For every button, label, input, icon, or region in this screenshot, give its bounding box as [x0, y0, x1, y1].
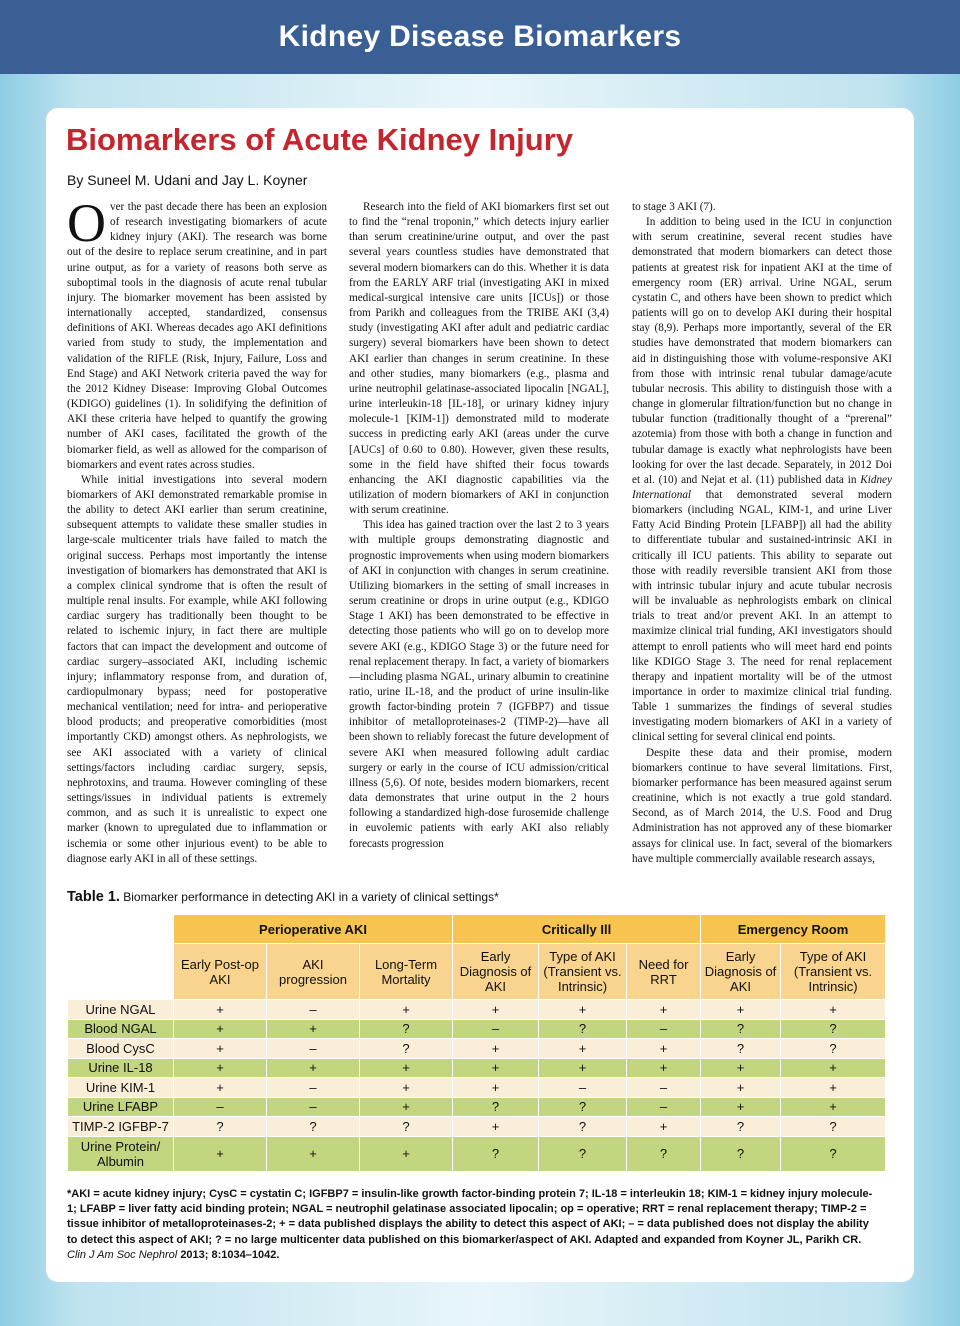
table-cell: + [267, 1019, 360, 1039]
table-cell: + [701, 1000, 781, 1020]
table-row [68, 1136, 886, 1171]
table-cell: ? [453, 1136, 539, 1171]
table-cell: – [627, 1078, 701, 1098]
table-cell: ? [781, 1039, 886, 1059]
table-cell: + [627, 1000, 701, 1020]
table-cell: + [453, 1058, 539, 1078]
table-cell: + [174, 1058, 267, 1078]
table-cell: + [453, 1000, 539, 1020]
table-cell: + [701, 1078, 781, 1098]
column-header: Type of AKI (Transient vs. Intrinsic) [539, 944, 627, 1000]
table-cell: + [539, 1058, 627, 1078]
table-cell: + [174, 1136, 267, 1171]
table-cell: + [539, 1000, 627, 1020]
table-cell: + [781, 1058, 886, 1078]
byline: By Suneel M. Udani and Jay L. Koyner [67, 172, 308, 188]
table-cell: – [267, 1097, 360, 1117]
table-cell: + [627, 1058, 701, 1078]
article-title: Biomarkers of Acute Kidney Injury [66, 122, 574, 157]
table-cell: ? [174, 1117, 267, 1137]
table-cell: ? [539, 1136, 627, 1171]
table-cell: + [267, 1058, 360, 1078]
table-cell: + [360, 1000, 453, 1020]
table-cell: + [701, 1097, 781, 1117]
table-row [68, 1000, 886, 1020]
row-label: Blood CysC [68, 1039, 174, 1059]
table-cell: + [174, 1000, 267, 1020]
row-label: Urine Protein/ Albumin [68, 1136, 174, 1171]
table-cell: ? [781, 1136, 886, 1171]
table-cell: ? [539, 1117, 627, 1137]
table-cell: ? [701, 1019, 781, 1039]
table-row [68, 1039, 886, 1059]
table-cell: ? [627, 1136, 701, 1171]
table-cell: – [453, 1019, 539, 1039]
table-cell: + [627, 1117, 701, 1137]
column-header: Early Post-op AKI [174, 944, 267, 1000]
table-cell: ? [781, 1019, 886, 1039]
column-header: AKI progression [267, 944, 360, 1000]
table-cell: + [781, 1078, 886, 1098]
column-header: Type of AKI (Transient vs. Intrinsic) [781, 944, 886, 1000]
table-cell: – [539, 1078, 627, 1098]
table-cell: + [174, 1039, 267, 1059]
table-cell: + [453, 1117, 539, 1137]
table-cell: + [360, 1058, 453, 1078]
row-label: Urine LFABP [68, 1097, 174, 1117]
table-footnote: *AKI = acute kidney injury; CysC = cystatin C; IGFBP7 = insulin-like growth factor-binding protein 7; IL-18 = interleukin 18; KIM-1 = kidney injury molecule-1; LFABP = liver fatty acid binding protein; NGAL = neutrophil gelatinase associated lipocalin; op = operative; RRT = renal replacement therapy; TIMP-2 = tissue inhibitor of metalloproteinases-2; + = data published displays the ability to detect this aspect of AKI; – = data published does not display the ability to detect this aspect of AKI; ? = no large multicenter data published on this biomarker/aspect of AKI. Adapted and expanded from Koyner JL, Parikh CR. Clin J Am Soc Nephrol 2013; 8:1034–1042. [67, 1188, 873, 1261]
paragraph: While initial investigations into several modern biomarkers of AKI demonstrated remarkable promise in the ability to detect AKI earlier than serum creatinine, subsequent attempts to validate these smaller studies in large-scale multicenter trials have failed to match the original success. Perhaps most importantly the intense investigation of biomarkers has demonstrated that AKI is a complex clinical syndrome that is often the result of multiple renal insults. For example, while AKI following cardiac surgery has traditionally been thought to be related to ischemic injury, in fact there are multiple factors that can impact the development and outcome of cardiac surgery–associated AKI, including ischemic injury; inflammatory response from, and duration of, cardiopulmonary bypass; need for postoperative mechanical ventilation; need for intra- and perioperative blood products; and preoperative comorbidities (most importantly CKD) amongst others. As nephrologists, we see AKI associated with a variety of clinical settings/factors including cardiac surgery, sepsis, nephrotoxins, and trauma. However comingling of these settings/issues in individual patients is extremely common, and as such it is unrealistic to expect one marker (known to upregulated due to inflammation or ischemia or some other injurious event) to be able to diagnose early AKI in all of these settings. [67, 473, 327, 865]
drop-cap: O [67, 200, 106, 253]
row-label: Urine IL-18 [68, 1058, 174, 1078]
table-cell: ? [701, 1117, 781, 1137]
table-cell: ? [360, 1019, 453, 1039]
table-row [68, 1117, 886, 1137]
table-cell: ? [781, 1117, 886, 1137]
column-2 [349, 200, 609, 872]
paragraph: This idea has gained traction over the last 2 to 3 years with multiple groups demonstrating diagnostic and prognostic improvements when using modern biomarkers of AKI in conjunction with changes in serum creatinine. Utilizing biomarkers in the setting of small increases in serum creatinine or drops in urine output (e.g., KDIGO Stage 1 AKI) has been demonstrated to be effective in detecting those patients who will go on to develop more severe AKI (e.g., KDIGO Stage 3) or the future need for renal replacement therapy. In fact, a variety of biomarkers—including plasma NGAL, urinary albumin to creatinine ratio, urine IL-18, and the product of urine insulin-like growth factor-binding protein 7 (IGFBP7) and tissue inhibitor of metalloproteinases-2 (TIMP-2)—have all been shown to reliably forecast the future development of severe AKI when measured following adult cardiac surgery or early in the course of ICU admission/critical illness (5,6). Of note, besides modern biomarkers, recent data demonstrates that urine output in the 2 hours following a standardized high-dose furosemide challenge in euvolemic patients with early AKI also reliably forecasts progression [349, 519, 609, 850]
table-cell: – [627, 1019, 701, 1039]
table-caption: Table 1. Biomarker performance in detecting AKI in a variety of clinical settings* [67, 889, 499, 905]
table-cell: ? [701, 1039, 781, 1059]
column-header: Need for RRT [627, 944, 701, 1000]
table-cell: ? [539, 1019, 627, 1039]
table-row [68, 1019, 886, 1039]
table-cell: + [174, 1019, 267, 1039]
column-header: Early Diagnosis of AKI [701, 944, 781, 1000]
biomarker-table [67, 914, 886, 1172]
table-cell: – [174, 1097, 267, 1117]
table-cell: ? [360, 1117, 453, 1137]
table-cell: + [781, 1097, 886, 1117]
table-row [68, 1097, 886, 1117]
table-cell: ? [539, 1097, 627, 1117]
table-cell: + [539, 1039, 627, 1059]
table-cell: ? [360, 1039, 453, 1059]
column-header: Long-Term Mortality [360, 944, 453, 1000]
column-1 [67, 200, 327, 872]
table-cell: + [267, 1136, 360, 1171]
table-cell: – [267, 1039, 360, 1059]
paragraph: In addition to being used in the ICU in conjunction with serum creatinine, several recent studies have demonstrated that modern biomarkers can detect those patients at greatest risk for inpatient AKI at the time of emergency room (ER) arrival. Urine NGAL, serum cystatin C, and others have been shown to predict which patients will go on to develop AKI during their hospital stay (8,9). Perhaps more importantly, several of the ER studies have demonstrated that modern biomarkers can aid in distinguishing those with volume-responsive AKI from those with intrinsic renal tubular damage/acute tubular necrosis. This ability to distinguish those with a change in glomerular filtration/function but no change in tubular function (traditionally thought of a “prerenal” azotemia) from those with both a change in function and tubular damage is exactly what nephrologists have been looking for over the last decade. Separately, in 2012 Doi et al. (10) and Nejat et al. (11) published data in Kidney International that demonstrated several modern biomarkers (including NGAL, KIM-1, and urine Liver Fatty Acid Binding Protein [LFABP]) all had the ability to differentiate tubular and sustained-intrinsic AKI in critically ill ICU patients. This ability to separate out those with readily reversible transient AKI from those with intrinsic tubular injury and acute tubular necrosis will be invaluable as nephrologists embark on clinical trials to treat and/or prevent AKI. In an attempt to maximize clinical trial funding, AKI investigators should attempt to enroll patients who will meet hard end points like KDIGO Stage 3. The need for renal replacement therapy and inpatient mortality will be of the utmost importance in order to maximize clinical trial funding. Table 1 summarizes the findings of several studies investigating modern biomarkers of AKI in a variety of clinical setting for several clinical end points. [632, 216, 892, 744]
group-header: Critically Ill [453, 915, 701, 944]
table-cell: + [360, 1097, 453, 1117]
paragraph: Despite these data and their promise, modern biomarkers continue to have several limitations. First, biomarker performance has been measured against serum creatinine, which is not exactly a true gold standard. Second, as of March 2014, the U.S. Food and Drug Administration has not approved any of these biomarker assays for clinical use. In fact, several of the biomarkers have multiple commercially available research assays, [632, 746, 892, 865]
group-header: Emergency Room [701, 915, 886, 944]
table-row [68, 1078, 886, 1098]
table-cell: + [453, 1039, 539, 1059]
table-cell: – [267, 1078, 360, 1098]
section-header: Kidney Disease Biomarkers [0, 0, 960, 74]
column-header: Early Diagnosis of AKI [453, 944, 539, 1000]
table-cell: + [781, 1000, 886, 1020]
column-3 [632, 200, 892, 872]
table-cell: ? [267, 1117, 360, 1137]
table-cell: + [453, 1078, 539, 1098]
journal-name: Kidney International [632, 473, 892, 501]
column-header-row [68, 944, 886, 1000]
table-cell: – [267, 1000, 360, 1020]
table-cell: ? [701, 1136, 781, 1171]
table-cell: + [627, 1039, 701, 1059]
row-label: TIMP-2 IGFBP-7 [68, 1117, 174, 1137]
row-label: Urine NGAL [68, 1000, 174, 1020]
group-header-row [68, 915, 886, 944]
table-cell: + [360, 1136, 453, 1171]
table-cell: + [701, 1058, 781, 1078]
table-cell: + [360, 1078, 453, 1098]
journal-name: Clin J Am Soc Nephrol [67, 1248, 178, 1261]
group-header: Perioperative AKI [174, 915, 453, 944]
row-label: Blood NGAL [68, 1019, 174, 1039]
table-cell: ? [453, 1097, 539, 1117]
row-label: Urine KIM-1 [68, 1078, 174, 1098]
paragraph: Research into the field of AKI biomarkers first set out to find the “renal troponin,” which detects injury earlier than serum creatinine/urine output, and over the past several years countless studies have demonstrated that several modern biomarkers can do this. Whether it is data from the EARLY ARF trial (investigating AKI in mixed medical-surgical intensive care units [ICUs]) or those from Parikh and colleagues from the TRIBE AKI (3,4) study (investigating AKI after adult and pediatric cardiac surgery) several biomarkers have been shown to detect AKI earlier than changes in serum creatinine. In these and other studies, many biomarkers (e.g., plasma and urine neutrophil gelatinase-associated lipocalin [NGAL], urine interleukin-18 [IL-18], or urinary kidney injury molecule-1 [KIM-1]) demonstrated mild to moderate success in predicting early AKI (areas under the curve [AUCs] of 0.60 to 0.80). However, given these results, some in the field have shifted their focus towards enhancing the AKI diagnostic capabilities via the utilization of modern biomarkers of AKI in conjunction with serum creatinine. [349, 201, 609, 517]
table-row [68, 1058, 886, 1078]
paragraph: to stage 3 AKI (7). [632, 201, 716, 213]
table-cell: – [627, 1097, 701, 1117]
paragraph: Over the past decade there has been an explosion of research investigating biomarkers of acute kidney injury (AKI). The research was borne out of the desire to replace serum creatinine, and in part urine output, as for a variety of reasons both serve as suboptimal tools in the diagnosis of acute renal tubular injury. The biomarker movement has been assisted by internationally accepted, standardized, consensus definitions of AKI. Whereas decades ago AKI definitions varied from study to study, the implementation and validation of the RIFLE (Risk, Injury, Failure, Loss and End Stage) and AKI Network criteria paved the way for the 2012 Kidney Disease: Improving Global Outcomes (KDIGO) guidelines (1). In solidifying the definition of AKI these criteria have helped to quantify the growing number of AKI cases, facilitated the growth of the biomarker field, as well as allowed for the comparison of biomarkers and event rates across studies. [67, 200, 327, 471]
table-cell: + [174, 1078, 267, 1098]
